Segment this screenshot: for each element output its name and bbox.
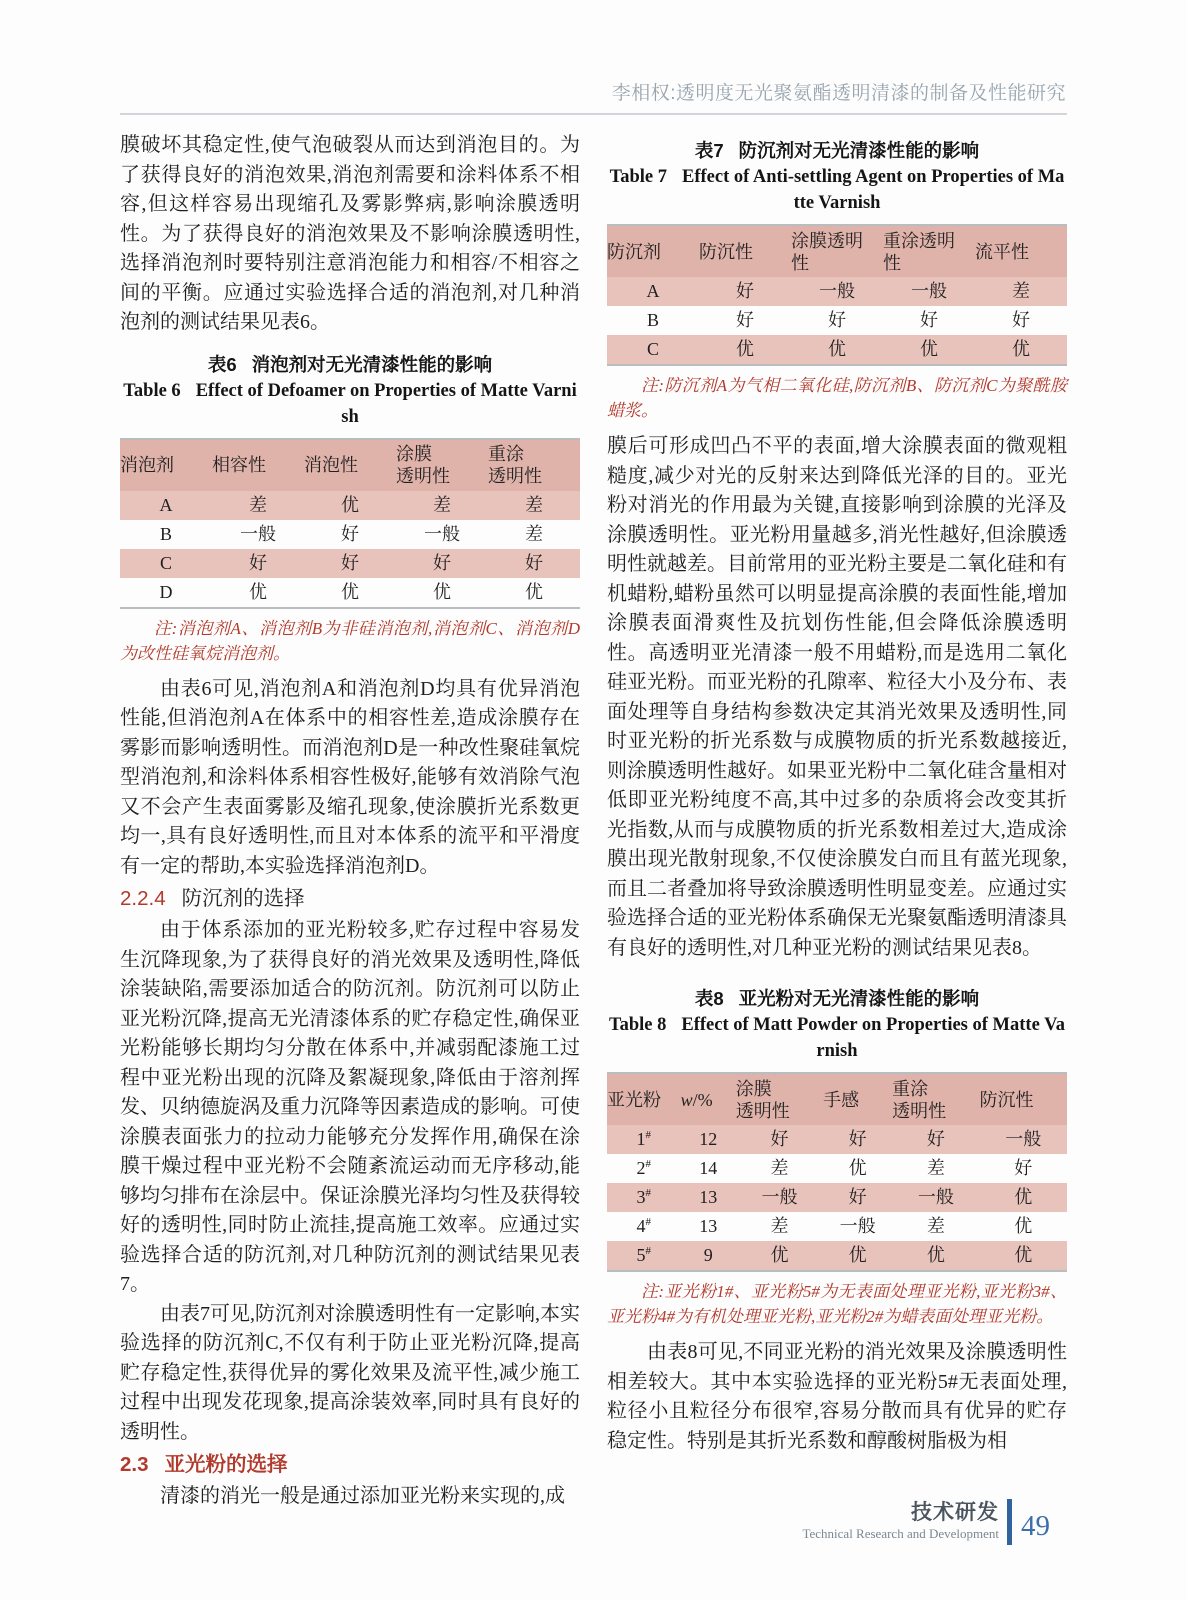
table-row (607, 1125, 1067, 1154)
table-cell: 1# (636, 1129, 652, 1149)
table-cell: 好 (828, 310, 846, 330)
table-cell: 优 (341, 581, 359, 602)
table-cell: 差 (433, 494, 451, 515)
table-cell: D (159, 581, 173, 602)
paragraph: 由表6可见,消泡剂A和消泡剂D均具有优异消泡性能,但消泡剂A在体系中的相容性差,造成涂膜存在雾影而影响透明性。而消泡剂D是一种改性聚硅氧烷型消泡剂,和涂料体系相容性极好,能够有效消除气泡又不会产生表面雾影及缩孔现象,使涂膜折光系数更均一,具有良好透明性,而且对本体系的流平和平滑度有一定的帮助,本实验选择消泡剂D。 (120, 677, 580, 877)
column-header: 重涂透明 性 (883, 225, 975, 277)
table-cell: 优 (249, 581, 267, 602)
table-6 (120, 438, 580, 609)
table-8 (607, 1072, 1067, 1272)
column-header: 防沉性 (699, 225, 791, 277)
column-header: 涂膜透明 性 (791, 225, 883, 277)
column-header: 防沉性 (980, 1073, 1067, 1125)
table-7-caption-en (607, 164, 1067, 216)
table-cell: 好 (848, 1129, 867, 1149)
table-6-caption-en (120, 378, 580, 430)
running-head-title: 李相权:透明度无光聚氨酯透明清漆的制备及性能研究 (611, 83, 1066, 104)
table-cell: 4# (636, 1216, 652, 1236)
table-6-caption-zh (120, 351, 580, 378)
section-heading-2-3 (120, 1448, 580, 1481)
table-cell: 一般 (917, 1187, 954, 1207)
section-title: 亚光粉的选择 (164, 1453, 288, 1476)
footer-section-zh: 技术研发 (911, 1501, 999, 1524)
table-cell: 优 (341, 494, 359, 515)
table-cell: 2# (636, 1158, 652, 1178)
column-header: 相容性 (212, 439, 304, 491)
table-cell: 好 (920, 310, 938, 330)
table-cell: 差 (926, 1158, 945, 1178)
table-cell: 好 (341, 552, 359, 573)
table-cell: 优 (926, 1245, 945, 1265)
table-6-number-zh: 表6 (207, 353, 237, 375)
column-header: 涂膜 透明性 (736, 1073, 823, 1125)
table-cell: 优 (1014, 1187, 1033, 1207)
table-cell: 一般 (839, 1216, 876, 1236)
table-8-number-zh: 表8 (694, 988, 724, 1009)
section-number: 2.3 (120, 1453, 149, 1476)
table-7-title-en: Effect of Anti-settling Agent on Properties of Matte Varnish (681, 167, 1065, 213)
table-8-caption-en (607, 1012, 1067, 1064)
table-cell: 好 (736, 281, 754, 301)
table-8-title-en: Effect of Matt Powder on Properties of Matte Varnish (681, 1015, 1065, 1061)
table-row (607, 306, 1067, 335)
table-cell: 优 (848, 1245, 867, 1265)
paragraph: 膜破坏其稳定性,使气泡破裂从而达到消泡目的。为了获得良好的消泡效果,消泡剂需要和涂料体系不相容,但这样容易出现缩孔及雾影弊病,影响涂膜透明性。为了获得良好的消泡效果及不影响涂膜透明性,选择消泡剂时要特别注意消泡能力和相容/不相容之间的平衡。应通过实验选择合适的消泡剂,对几种消泡剂的测试结果见表6。 (120, 134, 580, 333)
table-cell: B (646, 310, 659, 330)
table-7-header-row (607, 225, 1067, 277)
table-cell: 14 (699, 1158, 718, 1178)
table-cell: C (159, 552, 172, 573)
table-8-number-en: Table 8 (608, 1015, 667, 1035)
table-cell: 一般 (424, 523, 460, 544)
table-cell: 优 (920, 339, 938, 359)
table-cell: 差 (1012, 281, 1030, 301)
section-heading-2-2-4 (120, 882, 580, 915)
column-header: 涂膜 透明性 (396, 439, 488, 491)
section-number: 2.2.4 (120, 887, 166, 910)
table-row (607, 277, 1067, 306)
table-cell: 好 (249, 552, 267, 573)
table-row (607, 1154, 1067, 1183)
table-7-caption-zh (607, 137, 1067, 164)
table-cell: 优 (1014, 1216, 1033, 1236)
table-cell: A (646, 281, 660, 301)
table-cell: 优 (848, 1158, 867, 1178)
column-header: 重涂 透明性 (892, 1073, 979, 1125)
table-cell: 5# (636, 1245, 652, 1265)
right-column (607, 131, 1067, 1456)
table-cell: 优 (736, 339, 754, 359)
table-7-number-zh: 表7 (694, 140, 724, 161)
table-cell: 优 (1014, 1245, 1033, 1265)
table-cell: 差 (249, 494, 267, 515)
table-cell: 优 (1012, 339, 1030, 359)
paragraph: 由表7可见,防沉剂对涂膜透明性有一定影响,本实验选择的防沉剂C,不仅有利于防止亚光粉沉降,提高贮存稳定性,获得优异的雾化效果及流平性,减少施工过程中出现发花现象,提高涂装效率,同时具有良好的透明性。 (120, 1302, 580, 1443)
column-header: 亚光粉 (607, 1073, 681, 1125)
table-row (120, 520, 580, 549)
table-cell: 一般 (819, 281, 855, 301)
table-cell: 优 (828, 339, 846, 359)
table-cell: 差 (926, 1216, 945, 1236)
table-cell: 一般 (911, 281, 947, 301)
footer-divider-bar (1007, 1499, 1012, 1545)
table-cell: 9 (703, 1245, 713, 1265)
table-6-header-row (120, 439, 580, 491)
footer-section-labels (802, 1501, 999, 1543)
table-6-title-en: Effect of Defoamer on Properties of Matte Varnish (195, 380, 577, 427)
table-cell: 一般 (761, 1187, 798, 1207)
table-cell: 差 (770, 1216, 789, 1236)
table-7 (607, 224, 1067, 366)
table-7-number-en: Table 7 (609, 167, 667, 187)
column-header: 防沉剂 (607, 225, 699, 277)
table-7-title-zh: 防沉剂对无光清漆性能的影响 (738, 140, 980, 161)
table-cell: 优 (433, 581, 451, 602)
table-cell: 3# (636, 1187, 652, 1207)
header-divider (120, 113, 1067, 115)
table-row (120, 491, 580, 520)
table-8-header-row (607, 1073, 1067, 1125)
table-cell: 好 (848, 1187, 867, 1207)
table-8-title-zh: 亚光粉对无光清漆性能的影响 (738, 988, 980, 1009)
column-header: 消泡性 (304, 439, 396, 491)
table-cell: 好 (525, 552, 543, 573)
table-cell: 差 (525, 494, 543, 515)
table-cell: 一般 (240, 523, 276, 544)
table-6-title-zh: 消泡剂对无光清漆性能的影响 (251, 353, 493, 375)
page-number: 49 (1021, 1509, 1050, 1542)
page-footer (802, 1499, 1050, 1545)
paragraph: 由于体系添加的亚光粉较多,贮存过程中容易发生沉降现象,为了获得良好的消光效果及透明性,降低涂装缺陷,需要添加适合的防沉剂。防沉剂可以防止亚光粉沉降,提高无光清漆体系的贮存稳定性,确保亚光粉能够长期均匀分散在体系中,并减弱配漆施工过程中亚光粉出现的沉降及絮凝现象,降低由于溶剂挥发、贝纳德旋涡及重力沉降等因素造成的影响。可使涂膜表面张力的拉动力能够充分发挥作用,确保在涂膜干燥过程中亚光粉不会随紊流运动而无序移动,能够均匀排布在涂层中。保证涂膜光泽均匀性及获得较好的透明性,同时防止流挂,提高施工效率。应通过实验选择合适的防沉剂,对几种防沉剂的测试结果见表7。 (120, 919, 580, 1295)
table-7-note: 注:防沉剂A为气相二氧化硅,防沉剂B、防沉剂C为聚酰胺蜡浆。 (607, 376, 1067, 420)
table-row (607, 1212, 1067, 1241)
table-6-note: 注:消泡剂A、消泡剂B为非硅消泡剂,消泡剂C、消泡剂D为改性硅氧烷消泡剂。 (120, 618, 580, 663)
table-cell: 12 (699, 1129, 718, 1149)
table-cell: 好 (1014, 1158, 1033, 1178)
paragraph: 清漆的消光一般是通过添加亚光粉来实现的,成 (160, 1485, 565, 1507)
table-7-body (607, 277, 1067, 365)
table-cell: 好 (1012, 310, 1030, 330)
paragraph: 膜后可形成凹凸不平的表面,增大涂膜表面的微观粗糙度,减少对光的反射来达到降低光泽的目的。亚光粉对消光的作用最为关键,直接影响到涂膜的光泽及涂膜透明性。亚光粉用量越多,消光性越好,但涂膜透明性就越差。目前常用的亚光粉主要是二氧化硅和有机蜡粉,蜡粉虽然可以明显提高涂膜的表面性能,增加涂膜表面滑爽性及抗划伤性能,但会降低涂膜透明性。高透明亚光清漆一般不用蜡粉,而是选用二氧化硅亚光粉。而亚光粉的孔隙率、粒径大小及分布、表面处理等自身结构参数决定其消光效果及透明性,同时亚光粉的折光系数与成膜物质的折光系数越接近,则涂膜透明性越好。如果亚光粉中二氧化硅含量相对低即亚光粉纯度不高,其中过多的杂质将会改变其折光指数,从而与成膜物质的折光系数相差过大,造成涂膜出现光散射现象,不仅使涂膜发白而且有蓝光现象,而且二者叠加将导致涂膜透明性明显变差。应通过实验选择合适的亚光粉体系确保无光聚氨酯透明清漆具有良好的透明性,对几种亚光粉的测试结果见表8。 (607, 435, 1067, 959)
table-cell: 好 (341, 523, 359, 544)
left-column (120, 131, 580, 1512)
table-cell: 13 (699, 1187, 718, 1207)
table-row (120, 549, 580, 578)
footer-section-en: Technical Research and Development (802, 1526, 999, 1541)
table-row (607, 335, 1067, 365)
column-header: w/% (681, 1073, 736, 1125)
table-8-body (607, 1125, 1067, 1271)
column-header: 手感 (823, 1073, 892, 1125)
paragraph: 由表8可见,不同亚光粉的消光效果及涂膜透明性相差较大。其中本实验选择的亚光粉5#无表面处理,粒径小且粒径分布很窄,容易分散而具有优异的贮存稳定性。特别是其折光系数和醇酸树脂极为相 (607, 1341, 1067, 1452)
table-cell: 差 (770, 1158, 789, 1178)
section-title: 防沉剂的选择 (181, 887, 305, 910)
column-header: 流平性 (975, 225, 1067, 277)
table-cell: A (159, 494, 173, 515)
table-6-body (120, 491, 580, 608)
table-row (120, 578, 580, 608)
table-cell: 一般 (1005, 1129, 1042, 1149)
table-cell: 优 (525, 581, 543, 602)
column-header: 重涂 透明性 (488, 439, 580, 491)
table-6-number-en: Table 6 (123, 380, 181, 401)
table-cell: 优 (770, 1245, 789, 1265)
table-cell: C (646, 339, 659, 359)
table-8-caption-zh (607, 985, 1067, 1012)
table-row (607, 1241, 1067, 1271)
table-cell: 好 (433, 552, 451, 573)
table-cell: 差 (525, 523, 543, 544)
column-header: 消泡剂 (120, 439, 212, 491)
table-cell: 13 (699, 1216, 718, 1236)
table-cell: 好 (770, 1129, 789, 1149)
table-row (607, 1183, 1067, 1212)
table-cell: 好 (926, 1129, 945, 1149)
table-8-note: 注:亚光粉1#、亚光粉5#为无表面处理亚光粉,亚光粉3#、亚光粉4#为有机处理亚光粉,亚光粉2#为蜡表面处理亚光粉。 (607, 1282, 1067, 1326)
table-cell: B (159, 523, 172, 544)
table-cell: 好 (736, 310, 754, 330)
